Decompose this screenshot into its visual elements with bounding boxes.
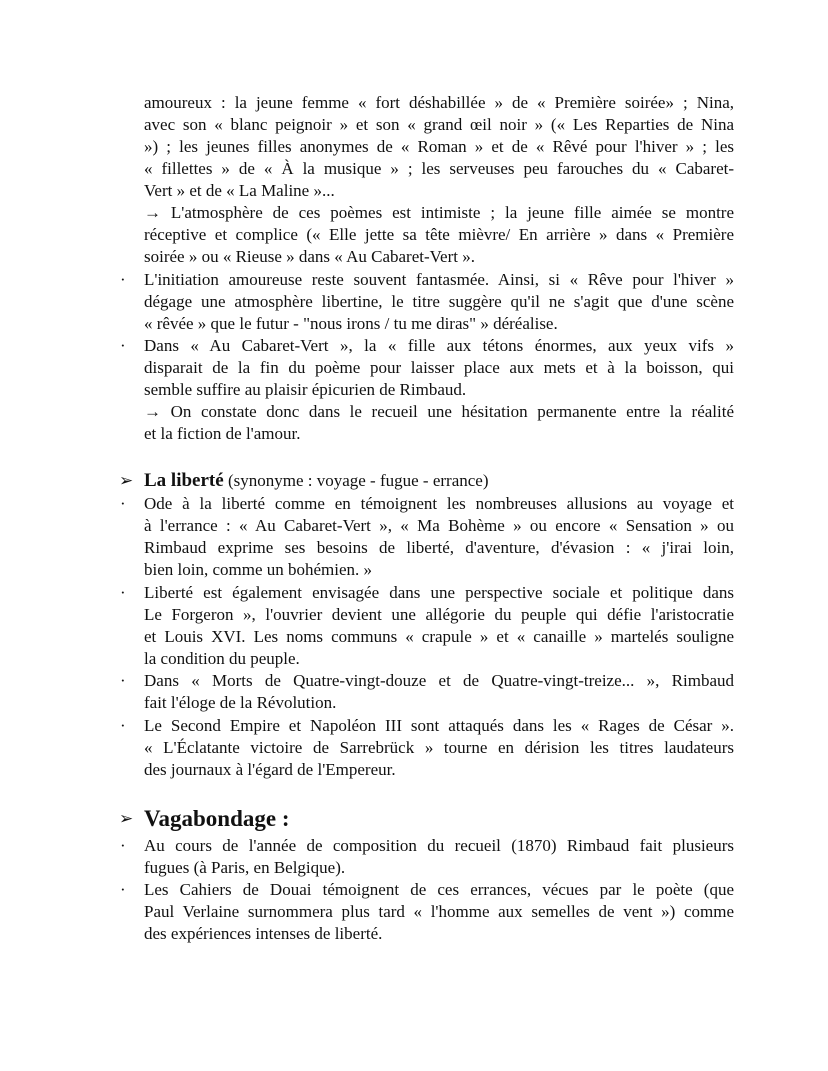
text-line: → L'atmosphère de ces poèmes est intimiste ; la jeune fille aimée se montre [144, 203, 734, 222]
list-item [120, 582, 734, 670]
text-line: soirée » ou « Rieuse » dans « Au Cabaret-Vert ». [144, 247, 475, 266]
heading-liberte [119, 470, 734, 492]
arrow-bullet-icon: ➢ [119, 808, 134, 828]
text-line: Le Second Empire et Napoléon III sont attaqués dans les « Rages de César ». [144, 715, 734, 735]
list-item [120, 493, 734, 581]
list-item [120, 269, 734, 335]
text-line: Paul Verlaine surnommera plus tard « l'homme aux semelles de vent ») comme [144, 902, 734, 921]
bullet-icon: · [120, 880, 126, 899]
bullet-icon: · [120, 582, 126, 602]
list-item [144, 92, 734, 268]
text-line: Dans « Morts de Quatre-vingt-douze et de Quatre-vingt-treize... », Rimbaud [144, 671, 734, 690]
bullet-icon: · [120, 336, 126, 355]
text-line: avec son « blanc peignoir » et son « grand œil noir » (« Les Reparties de Nina [144, 115, 734, 134]
text-line: Les Cahiers de Douai témoignent de ces errances, vécues par le poète (que [144, 880, 734, 899]
list-item [120, 670, 734, 714]
text-line: réceptive et complice (« Elle jette sa tête mièvre/ En arrière » dans « Première [144, 225, 734, 244]
bullet-icon: · [120, 835, 126, 855]
bullet-icon: · [120, 715, 126, 735]
arrow-bullet-icon: ➢ [119, 471, 134, 490]
text-line: des expériences intenses de liberté. [144, 924, 383, 943]
text-line: ») ; les jeunes filles anonymes de « Roman » et de « Rêvé pour l'hiver » ; les [144, 137, 734, 156]
document-page [119, 92, 734, 946]
text-line: disparait de la fin du poème pour laisser place aux mets et à la boisson, qui [144, 358, 734, 377]
list-item [120, 835, 734, 879]
heading-title: Vagabondage : [144, 805, 290, 831]
bullet-icon: · [120, 671, 126, 690]
bullet-icon: · [120, 269, 126, 289]
text-line: → On constate donc dans le recueil une hésitation permanente entre la réalité [144, 402, 734, 421]
text-line: « L'Éclatante victoire de Sarrebrück » tourne en dérision les titres laudateurs [144, 737, 734, 757]
text-line: dégage une atmosphère libertine, le titre suggère qu'il ne s'agit que d'une scène [144, 291, 734, 311]
text-line: et la fiction de l'amour. [144, 424, 301, 443]
heading-vagabondage [119, 805, 734, 834]
text-line: fait l'éloge de la Révolution. [144, 693, 337, 712]
text-line: des journaux à l'égard de l'Empereur. [144, 759, 396, 779]
text-line: « fillettes » de « À la musique » ; les serveuses peu farouches du « Cabaret- [144, 159, 734, 178]
text-line: L'initiation amoureuse reste souvent fantasmée. Ainsi, si « Rêve pour l'hiver » [144, 269, 734, 289]
text-line: et Louis XVI. Les noms communs « crapule » et « canaille » martelés souligne [144, 626, 734, 646]
list-item [120, 715, 734, 781]
text-line: « rêvée » que le futur - "nous irons / tu me diras" » déréalise. [144, 313, 558, 333]
text-line: fugues (à Paris, en Belgique). [144, 857, 346, 877]
text-line: amoureux : la jeune femme « fort déshabillée » de « Première soirée» ; Nina, [144, 93, 734, 112]
list-item [120, 879, 734, 945]
text-line: à l'errance : « Au Cabaret-Vert », « Ma Bohème » ou encore « Sensation » ou [144, 516, 734, 535]
heading-title: La liberté [144, 470, 224, 491]
liberte-section [120, 493, 734, 781]
text-line: Ode à la liberté comme en témoignent les nombreuses allusions au voyage et [144, 494, 734, 513]
intro-section [120, 92, 734, 445]
text-line: la condition du peuple. [144, 648, 300, 668]
text-line: Au cours de l'année de composition du recueil (1870) Rimbaud fait plusieurs [144, 835, 734, 855]
vagabondage-section [120, 835, 734, 946]
text-line: bien loin, comme un bohémien. » [144, 560, 373, 579]
text-line: semble suffire au plaisir épicurien de Rimbaud. [144, 380, 467, 399]
text-line: Rimbaud exprime ses besoins de liberté, d'aventure, d'évasion : « j'irai loin, [144, 538, 734, 557]
heading-subtitle: (synonyme : voyage - fugue - errance) [223, 471, 489, 490]
text-line: Le Forgeron », l'ouvrier devient une allégorie du peuple qui défie l'aristocratie [144, 604, 734, 624]
text-line: Liberté est également envisagée dans une perspective sociale et politique dans [144, 582, 734, 602]
text-line: Dans « Au Cabaret-Vert », la « fille aux tétons énormes, aux yeux vifs » [144, 336, 734, 355]
bullet-icon: · [120, 494, 126, 513]
text-line: Vert » et de « La Maline »... [144, 181, 335, 200]
list-item [120, 335, 734, 445]
